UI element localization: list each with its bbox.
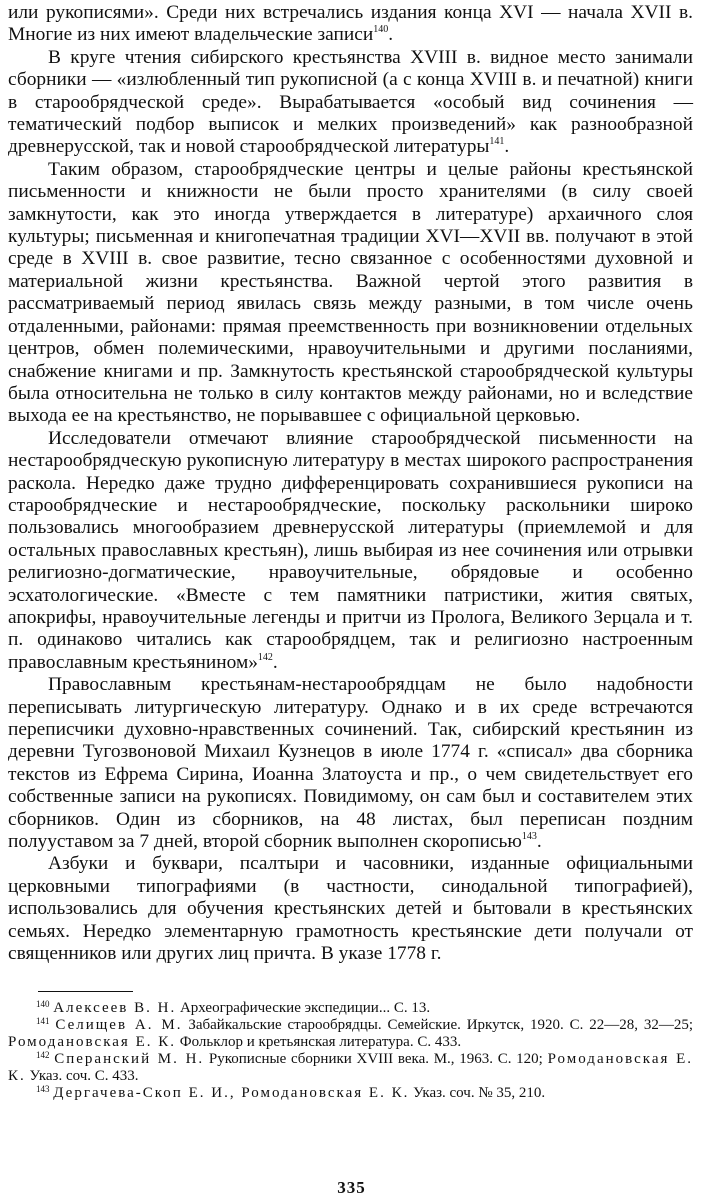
paragraph (8, 2, 693, 47)
footnote-author: Селищев А. М. (55, 1017, 183, 1034)
footnote-author: Дергачева-Скоп Е. И., Ромодановская Е. К. (53, 1085, 410, 1102)
footnote-author: Ромодановская Е. К. (8, 1051, 694, 1085)
paragraph-text: Азбуки и буквари, псалтыри и часовники, изданные официальными церковными типографиями (в частности, синодальной типографией), использовались для обучения крестьянских детей и бытовали в крестьянских семьях. Нередко элементарную грамотность крестьянские дети получали от священников или других лиц причта. В указе 1778 г. (8, 853, 693, 965)
paragraph (8, 853, 693, 965)
paragraph-text: Православным крестьянам-нестарообрядцам не было надобности переписывать литургическую литературу. Однако и в их среде встречаются переписчики духовно-нравственных сочинений. Так, сибирский крестьянин из деревни Тугозвоновой Михаил Кузнецов в июле 1774 г. «списал» два сборника текстов из Ефрема Сирина, Иоанна Златоуста и пр., о чем свидетельствует его собственные записи на рукописях. Повидимому, он сам был и составителем этих сборников. Один из сборников, на 48 листах, был переписан поздним полууставом за 7 дней, второй сборник выполнен скорописью (8, 674, 693, 853)
paragraph-text: или рукописями». Среди них встречались издания конца XVI — начала XVII в. Многие из них имеют владельческие записи (8, 2, 693, 46)
main-text (8, 2, 693, 965)
paragraph-text: Таким образом, старообрядческие центры и целые районы крестьянской письменности и книжности не были просто хранителями (в силу своей замкнутости, как это иногда утверждается в литературе) архаичного слоя культуры; письменная и книгопечатная традиции XVI—XVII вв. получают в этой среде в XVIII в. свое развитие, тесно связанное с особенностями духовной и материальной жизни крестьянства. Важной чертой этого развития в рассматриваемый период явилась связь между разными, в том числе очень отдаленными, районами: прямая преемственность при возникновении отдельных центров, обмен полемическими, нравоучительными и другими посланиями, снабжение книгами и пр. Замкнутость крестьянской старообрядческой культуры была относительна не только в силу контактов между районами, но и вследствие выхода ее на крестьянство, не порывавшее с официальной церковью. (8, 158, 693, 427)
paragraph-tail: . (504, 136, 510, 158)
footnote (8, 1017, 693, 1051)
paragraph-text: В кругe чтения сибирского крестьянства XVIII в. видное место занимали сборники — «излюбленный тип рукописной (а с конца XVIII в. и печатной) книги в старообрядческой среде». Вырабатывается «особый вид сочинения — тематический подбор выписок и мелких произведений» как разнообразной древнерусской, так и новой старообрядческой литературы (8, 46, 693, 158)
paragraph-tail: . (388, 24, 394, 46)
footnote-ref[interactable]: 142 (257, 651, 273, 663)
footnote-ref[interactable]: 143 (521, 831, 537, 843)
footnote-text: Археографические экспедиции... С. 13. (176, 1000, 431, 1017)
page-number: 335 (337, 1178, 366, 1197)
paragraph-text: Исследователи отмечают влияние старообрядческой письменности на нестарообрядческую рукописную литературу в местах широкого распространения раскола. Нередко даже трудно дифференцировать сохранившиеся рукописи на старообрядческие и нестарообрядческие, поскольку раскольники широко пользовались многообразием древнерусской литературы (приемлемой и для остальных православных крестьян), лишь выбирая из нее сочинения или отрывки религиозно-догматические, нравоучительные, обрядовые и особенно эсхатологические. «Вместе с тем памятники патристики, жития святых, апокрифы, нравоучительные легенды и притчи из Пролога, Великого Зерцала и т. п. одинаково читались как старообрядцем, так и религиозно настроенным православным крестьянином» (8, 427, 693, 673)
footnote-author: Сперанский М. Н. (54, 1051, 205, 1068)
footnote-text: Рукописные сборники XVIII века. М., 1963. С. 120; (204, 1051, 548, 1068)
footnote (8, 1085, 693, 1102)
paragraph (8, 159, 693, 428)
paragraph-tail: . (536, 831, 542, 853)
footnote (8, 1051, 693, 1085)
footnote-ref[interactable]: 141 (489, 136, 505, 148)
footnote-number: 142 (36, 1050, 50, 1061)
footnote (8, 1000, 693, 1017)
footnote-text: Указ. соч. С. 433. (25, 1068, 139, 1085)
paragraph (8, 428, 693, 674)
footnote-author: Ромодановская Е. К. (8, 1034, 176, 1051)
footnote-text: Забайкальские старообрядцы. Семейские. Иркутск, 1920. С. 22—28, 32—25; (182, 1017, 693, 1034)
footnote-number: 143 (36, 1084, 50, 1095)
paragraph-tail: . (272, 651, 278, 673)
footnote-number: 140 (36, 999, 50, 1010)
footnotes (8, 1000, 693, 1102)
paragraph (8, 674, 693, 853)
footnote-number: 141 (36, 1016, 50, 1027)
footnote-divider (38, 991, 133, 992)
footnote-ref[interactable]: 140 (373, 24, 389, 36)
footnote-text: Фольклор и кретьянская литература. С. 433. (176, 1034, 462, 1051)
paragraph (8, 47, 693, 159)
footnote-text: Указ. соч. № 35, 210. (409, 1085, 546, 1102)
footnote-author: Алексеев В. Н. (53, 1000, 177, 1017)
